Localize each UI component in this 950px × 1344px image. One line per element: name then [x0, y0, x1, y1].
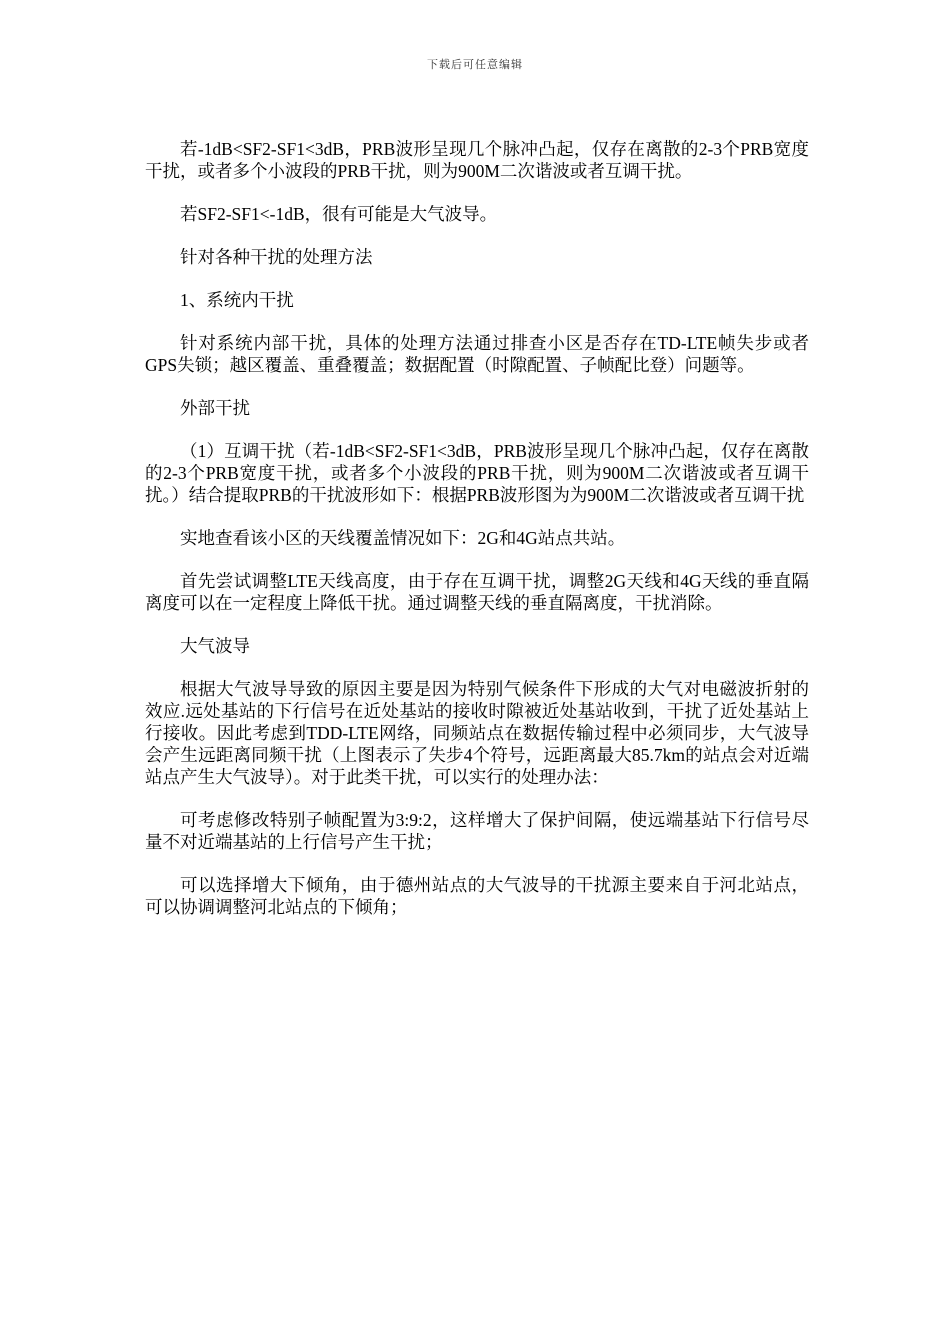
paragraph-site-survey: 实地查看该小区的天线覆盖情况如下：2G和4G站点共站。 [180, 528, 626, 548]
section-heading-methods: 针对各种干扰的处理方法 [180, 247, 373, 267]
paragraph-antenna-adjust: 首先尝试调整LTE天线高度，由于存在互调干扰，调整2G天线和4G天线的垂直隔离度可以在一定程度上降低干扰。通过调整天线的垂直隔离度，干扰消除。 [145, 571, 809, 613]
paragraph-subframe-config: 可考虑修改特别子帧配置为3:9:2，这样增大了保护间隔，使远端基站下行信号尽量不对近端基站的上行信号产生干扰； [145, 810, 809, 852]
paragraph-intermod-interference: （1）互调干扰（若-1dB<SF2-SF1<3dB，PRB波形呈现几个脉冲凸起，仅存在离散的2-3个PRB宽度干扰，或者多个小波段的PRB干扰，则为900M二次谐波或者互调干扰。）结合提取PRB的干扰波形如下：根据PRB波形图为为900M二次谐波或者互调干扰 [145, 441, 809, 505]
paragraph-intermod-condition: 若-1dB<SF2-SF1<3dB，PRB波形呈现几个脉冲凸起，仅存在离散的2-3个PRB宽度干扰，或者多个小波段的PRB干扰，则为900M二次谐波或者互调干扰。 [145, 139, 809, 181]
paragraph-ducting-condition: 若SF2-SF1<-1dB，很有可能是大气波导。 [180, 204, 498, 224]
page-header: 下载后可任意编辑 [427, 59, 523, 71]
paragraph-internal-method: 针对系统内部干扰，具体的处理方法通过排查小区是否存在TD-LTE帧失步或者GPS失锁；越区覆盖、重叠覆盖；数据配置（时隙配置、子帧配比登）问题等。 [145, 333, 809, 375]
document-body [145, 138, 809, 939]
section-heading-external: 外部干扰 [180, 398, 250, 418]
section-heading-internal: 1、系统内干扰 [180, 290, 294, 310]
section-heading-ducting: 大气波导 [180, 636, 250, 656]
paragraph-downtilt: 可以选择增大下倾角，由于德州站点的大气波导的干扰源主要来自于河北站点，可以协调调整河北站点的下倾角； [145, 875, 809, 917]
paragraph-ducting-cause: 根据大气波导导致的原因主要是因为特别气候条件下形成的大气对电磁波折射的效应.远处基站的下行信号在近处基站的接收时隙被近处基站收到，干扰了近处基站上行接收。因此考虑到TDD-LTE网络，同频站点在数据传输过程中必须同步，大气波导会产生远距离同频干扰（上图表示了失步4个符号，远距离最大85.7km的站点会对近端站点产生大气波导）。对于此类干扰，可以实行的处理办法： [145, 679, 809, 787]
